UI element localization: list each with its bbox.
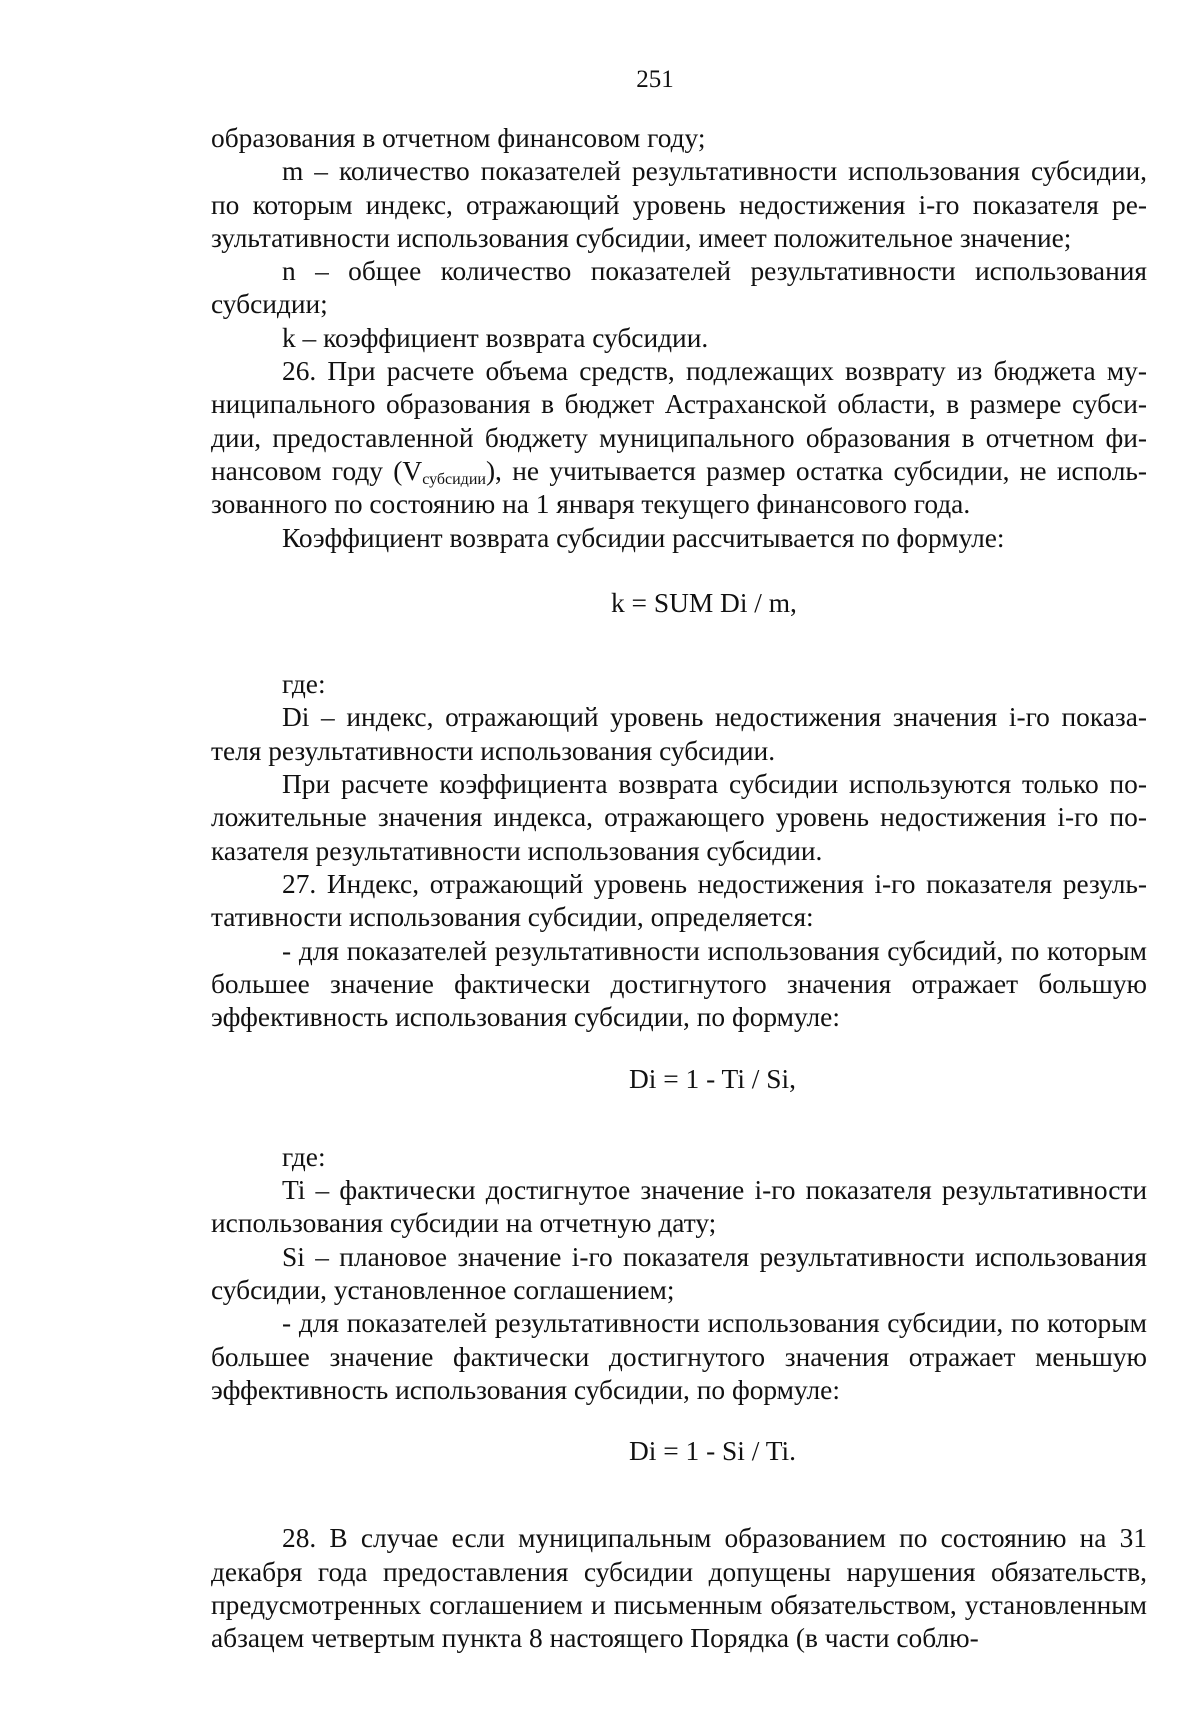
case-greater-better: - для показателей результативности использования субсидий, по которым большее значение фактически достигнутого значения отражает большую эффективность использования субсидии, по формуле: (211, 935, 1147, 1033)
definition-ti: Ti – фактически достигнутое значение i-го показателя результативности использования субсидии на отчетную дату; (211, 1175, 1147, 1239)
clause-28: 28. В случае если муниципальным образованием по состоянию на 31 декабря года предоставления субсидии допущены нарушения обязательств, предусмотренных соглашением и письменным обязательством, установленным абзацем четвертым пункта 8 настоящего Порядка (в части соблю- (211, 1523, 1147, 1654)
definition-di: Di – индекс, отражающий уровень недостижения значения i-го показателя результативности использования субсидии. (211, 702, 1147, 766)
subscript-subsidy: субсидии (422, 470, 486, 488)
coefficient-note: При расчете коэффициента возврата субсидии используются только положительные значения индекса, отражающего уровень недостижения i-го показателя результативности использования субсидии. (211, 769, 1147, 866)
where-label: где: (282, 669, 326, 700)
definition-n: n – общее количество показателей результативности использования субсидии; (211, 256, 1147, 320)
paragraph-continuation: образования в отчетном финансовом году; (211, 123, 706, 153)
clause-26-text-end: ), не учитывается размер остатка субсидии, не использованного по состоянию на 1 января текущего финансового года. (211, 455, 1147, 520)
definition-m: m – количество показателей результативности использования субсидии, по которым индекс, отражающий уровень недостижения i-го показателя результативности использования субсидии, имеет положительное значение; (211, 156, 1147, 253)
clause-26-text-start: 26. При расчете объема средств, подлежащих возврату из бюджета муниципального образования в бюджет Астраханской области, в размере субсидии, предоставленной бюджету муниципального образования в отчетном финансовом году (V (211, 356, 1147, 486)
page-number: 251 (636, 66, 674, 93)
definition-k: k – коэффициент возврата субсидии. (282, 322, 709, 353)
where-label: где: (282, 1141, 326, 1172)
formula-intro: Коэффициент возврата субсидии рассчитывается по формуле: (282, 522, 1005, 553)
formula-di-2: Di = 1 - Si / Ti. (629, 1436, 796, 1467)
case-greater-worse: - для показателей результативности использования субсидии, по которым большее значение фактически достигнутого значения отражает меньшую эффективность использования субсидии, по формуле: (211, 1308, 1147, 1405)
clause-27: 27. Индекс, отражающий уровень недостижения i-го показателя результативности использования субсидии, определяется: (211, 868, 1147, 933)
definition-si: Si – плановое значение i-го показателя результативности использования субсидии, установленное соглашением; (211, 1241, 1147, 1305)
document-body (211, 122, 1147, 1656)
clause-26 (211, 355, 1147, 521)
formula-k: k = SUM Di / m, (611, 587, 797, 618)
formula-di-1: Di = 1 - Ti / Si, (629, 1064, 796, 1095)
